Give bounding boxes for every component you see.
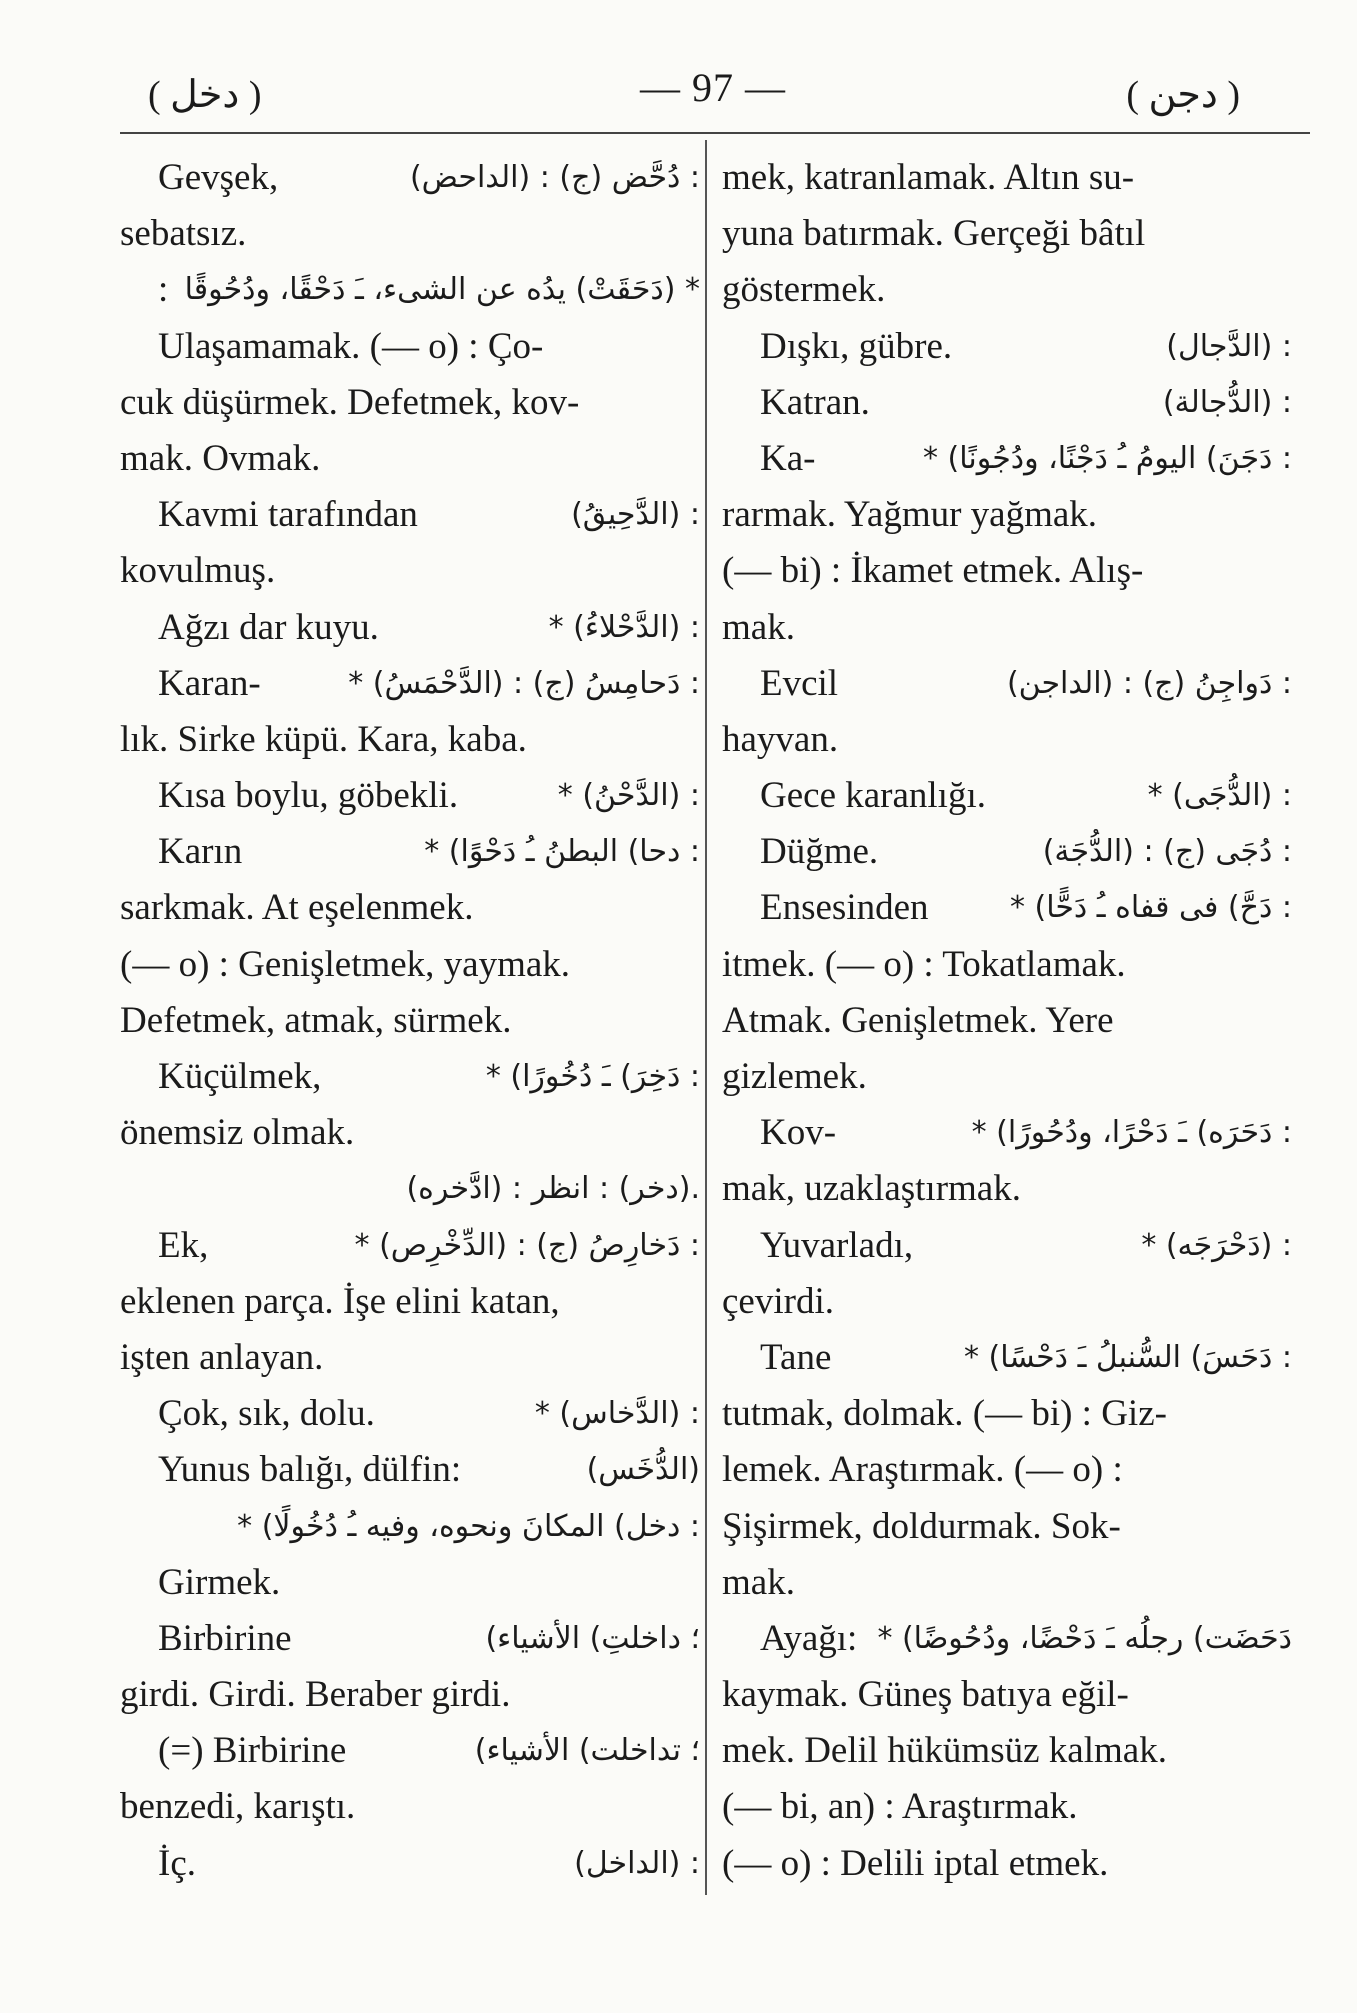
dictionary-line (120, 1442, 700, 1498)
arabic-headword: : (الداخل) (574, 1845, 700, 1881)
dictionary-line (722, 1105, 1292, 1161)
arabic-headword: : دُحَّض (ج) : (الداحض) (409, 160, 700, 195)
dictionary-line (120, 1105, 700, 1161)
column-divider (705, 140, 707, 1895)
turkish-text: çevirdi. (722, 1280, 834, 1322)
turkish-text: Ka- (760, 437, 816, 479)
dictionary-line (120, 1723, 700, 1779)
turkish-text: göstermek. (722, 269, 886, 311)
dictionary-line (120, 1049, 700, 1105)
turkish-text: Karın (158, 831, 243, 873)
turkish-text: Düğme. (760, 831, 879, 873)
arabic-headword: : (دَحْرَجَه) * (1141, 1227, 1292, 1263)
dictionary-line (722, 768, 1292, 824)
arabic-headword: : دَحامِسُ (ج) : (الدَّحْمَسُ) * (348, 665, 700, 701)
turkish-text: Kavmi tarafından (158, 494, 418, 536)
dictionary-line (722, 1330, 1292, 1386)
turkish-text: hayvan. (722, 718, 839, 760)
dictionary-line (722, 1442, 1292, 1498)
turkish-text: Ağzı dar kuyu. (158, 606, 379, 648)
dictionary-line (120, 431, 700, 487)
dictionary-line (722, 1779, 1292, 1835)
arabic-headword: : (الدُّجَى) * (1147, 778, 1292, 814)
dictionary-line (120, 1499, 700, 1555)
right-column (722, 150, 1292, 1892)
arabic-headword: * (دَحَقَتْ) يدُه عن الشىء، ـَ دَحْقًا، ودُحُوقًا (184, 272, 700, 308)
turkish-text: gizlemek. (722, 1056, 867, 1097)
turkish-text: Defetmek, atmak, sürmek. (120, 999, 512, 1041)
dictionary-line (120, 206, 700, 262)
turkish-text: Girmek. (158, 1561, 281, 1603)
turkish-text: (— bi) : İkamet etmek. Alış- (722, 550, 1144, 592)
dictionary-line (722, 1836, 1292, 1892)
turkish-text: Katran. (760, 381, 870, 423)
turkish-text: Ulaşamamak. (— o) : Ço- (158, 325, 544, 367)
dictionary-line (722, 993, 1292, 1049)
arabic-headword: : دُجَى (ج) : (الدُّجَة) (1042, 834, 1292, 870)
header-rule (120, 132, 1310, 134)
arabic-headword: (الدُّخَس) (586, 1452, 700, 1488)
dictionary-line (722, 1161, 1292, 1217)
dictionary-line (722, 487, 1292, 543)
turkish-text: benzedi, karıştı. (120, 1786, 356, 1828)
arabic-headword: : (الدَّحْنُ) * (557, 778, 700, 814)
dictionary-line (120, 319, 700, 375)
arabic-headword: دَحَضَت) رجلُه ـَ دَحْضًا، ودُحُوضًا) * (877, 1620, 1292, 1656)
dictionary-line (722, 1049, 1292, 1105)
turkish-text: Yuvarladı, (760, 1224, 914, 1266)
dictionary-line (722, 880, 1292, 936)
dictionary-line (120, 375, 700, 431)
dictionary-line (722, 375, 1292, 431)
turkish-text: Kısa boylu, göbekli. (158, 775, 459, 817)
dictionary-line (722, 1499, 1292, 1555)
arabic-headword: : (الدَّجال) (1166, 328, 1292, 364)
arabic-headword: : دَواجِنُ (ج) : (الداجن) (1006, 665, 1292, 701)
turkish-text: girdi. Girdi. Beraber girdi. (120, 1674, 511, 1716)
turkish-text: eklenen parça. İşe elini katan, (120, 1280, 560, 1322)
dictionary-line (722, 656, 1292, 712)
turkish-text: mek, katranlamak. Altın su- (722, 157, 1135, 198)
page-header (120, 62, 1270, 122)
arabic-headword: : دَحَّ) فى قفاه ـُ دَحًّا) * (1009, 890, 1292, 926)
arabic-headword: : دَحَرَه) ـَ دَحْرًا، ودُحُورًا) * (971, 1115, 1292, 1151)
dictionary-line (722, 1723, 1292, 1779)
turkish-text: Çok, sık, dolu. (158, 1393, 375, 1435)
dictionary-line (722, 600, 1292, 656)
left-column (120, 150, 700, 1892)
turkish-text: (— o) : Delili iptal etmek. (722, 1842, 1109, 1884)
dictionary-line (120, 1667, 700, 1723)
arabic-headword: : (الدَّحِيقُ) (571, 497, 700, 533)
arabic-headword: ؛ تداخلت) الأشياء) (474, 1733, 700, 1769)
dictionary-line (722, 1218, 1292, 1274)
turkish-text: rarmak. Yağmur yağmak. (722, 494, 1098, 536)
turkish-text: (— o) : Genişletmek, yaymak. (120, 943, 571, 985)
dictionary-line (120, 937, 700, 993)
dictionary-line (722, 937, 1292, 993)
dictionary-line (722, 206, 1292, 262)
turkish-text: mek. Delil hükümsüz kalmak. (722, 1730, 1167, 1772)
turkish-text: yuna batırmak. Gerçeği bâtıl (722, 213, 1146, 255)
dictionary-line (722, 824, 1292, 880)
turkish-text: Birbirine (158, 1617, 292, 1659)
turkish-text: kaymak. Güneş batıya eğil- (722, 1674, 1129, 1716)
arabic-headword: : دخل) المكانَ ونحوه، وفيه ـُ دُخُولًا) * (237, 1508, 700, 1544)
turkish-text: mak. Ovmak. (120, 437, 321, 479)
dictionary-line (722, 543, 1292, 599)
turkish-text: Kov- (760, 1112, 837, 1154)
dictionary-line (120, 487, 700, 543)
arabic-headword: : دَحَسَ) السُّنبلُ ـَ دَحْسًا) * (963, 1339, 1292, 1375)
arabic-headword: : (الدَّحْلاءُ) * (548, 609, 700, 645)
turkish-text: Tane (760, 1336, 832, 1378)
turkish-text: Dışkı, gübre. (760, 325, 953, 367)
turkish-text: (— bi, an) : Araştırmak. (722, 1786, 1078, 1828)
turkish-text: işten anlayan. (120, 1336, 324, 1378)
dictionary-line (722, 319, 1292, 375)
dictionary-line (120, 824, 700, 880)
turkish-text: Gevşek, (158, 157, 279, 198)
dictionary-line (120, 150, 700, 206)
dictionary-line (120, 1836, 700, 1892)
turkish-text: önemsiz olmak. (120, 1112, 355, 1154)
dictionary-line (120, 1274, 700, 1330)
dictionary-line (120, 1161, 700, 1217)
turkish-text: Atmak. Genişletmek. Yere (722, 999, 1114, 1041)
turkish-text: lık. Sirke küpü. Kara, kaba. (120, 718, 527, 760)
dictionary-line (722, 1667, 1292, 1723)
turkish-text: sebatsız. (120, 213, 247, 255)
turkish-text: mak. (722, 1561, 795, 1603)
turkish-text: sarkmak. At eşelenmek. (120, 887, 474, 929)
turkish-text: Gece karanlığı. (760, 775, 986, 817)
turkish-text: tutmak, dolmak. (— bi) : Giz- (722, 1393, 1167, 1435)
turkish-text: lemek. Araştırmak. (— o) : (722, 1449, 1123, 1491)
dictionary-line (120, 1555, 700, 1611)
turkish-text: Ek, (158, 1224, 209, 1266)
dictionary-line (120, 880, 700, 936)
arabic-headword: : (الدُّجالة) (1162, 384, 1292, 420)
dictionary-line (120, 712, 700, 768)
turkish-text: kovulmuş. (120, 550, 276, 592)
dictionary-line (120, 656, 700, 712)
dictionary-line (120, 993, 700, 1049)
arabic-headword: : (الدَّخاس) * (534, 1396, 700, 1432)
dictionary-line (722, 150, 1292, 206)
turkish-text: (=) Birbirine (158, 1730, 347, 1772)
dictionary-line (120, 1218, 700, 1274)
dictionary-line (722, 1274, 1292, 1330)
header-right-keyword: ( دجن ) (1126, 74, 1240, 116)
arabic-headword: : دَخارِصُ (ج) : (الدِّخْرِص) * (354, 1227, 700, 1263)
turkish-text: itmek. (— o) : Tokatlamak. (722, 943, 1126, 985)
dictionary-line (120, 600, 700, 656)
dictionary-line (722, 1555, 1292, 1611)
turkish-text: Yunus balığı, dülfin: (158, 1449, 462, 1491)
turkish-text: Ayağı: (760, 1617, 858, 1659)
dictionary-line (120, 543, 700, 599)
arabic-headword: : دَخِرَ) ـَ دُخُورًا) * (485, 1059, 700, 1094)
turkish-text: Şişirmek, doldurmak. Sok- (722, 1505, 1121, 1547)
dictionary-line (120, 262, 700, 318)
dictionary-line (120, 1611, 700, 1667)
turkish-text: Küçülmek, (158, 1056, 322, 1097)
dictionary-line (722, 431, 1292, 487)
turkish-text: Evcil (760, 662, 839, 704)
dictionary-line (722, 262, 1292, 318)
dictionary-line (722, 1386, 1292, 1442)
turkish-text: mak. (722, 606, 795, 648)
turkish-text: : (158, 269, 169, 311)
dictionary-line (120, 768, 700, 824)
header-left-keyword: ( دخل ) (148, 74, 262, 116)
page-number: — 97 — (640, 65, 786, 110)
turkish-text: İç. (158, 1842, 196, 1884)
turkish-text: cuk düşürmek. Defetmek, kov- (120, 381, 580, 423)
dictionary-line (120, 1386, 700, 1442)
dictionary-line (120, 1330, 700, 1386)
arabic-headword: ؛ داخلتِ) الأشياء) (485, 1620, 700, 1656)
turkish-text: mak, uzaklaştırmak. (722, 1168, 1021, 1210)
turkish-text: Karan- (158, 662, 261, 704)
dictionary-line (722, 1611, 1292, 1667)
arabic-headword: : دحا) البطنُ ـُ دَحْوًا) * (424, 834, 700, 870)
arabic-headword: .(دخر) : انظر : (ادَّخره) (406, 1171, 700, 1207)
dictionary-line (722, 712, 1292, 768)
turkish-text: Ensesinden (760, 887, 929, 929)
dictionary-line (120, 1779, 700, 1835)
arabic-headword: : دَجَنَ) اليومُ ـُ دَجْنًا، ودُجُونًا) * (922, 440, 1292, 476)
